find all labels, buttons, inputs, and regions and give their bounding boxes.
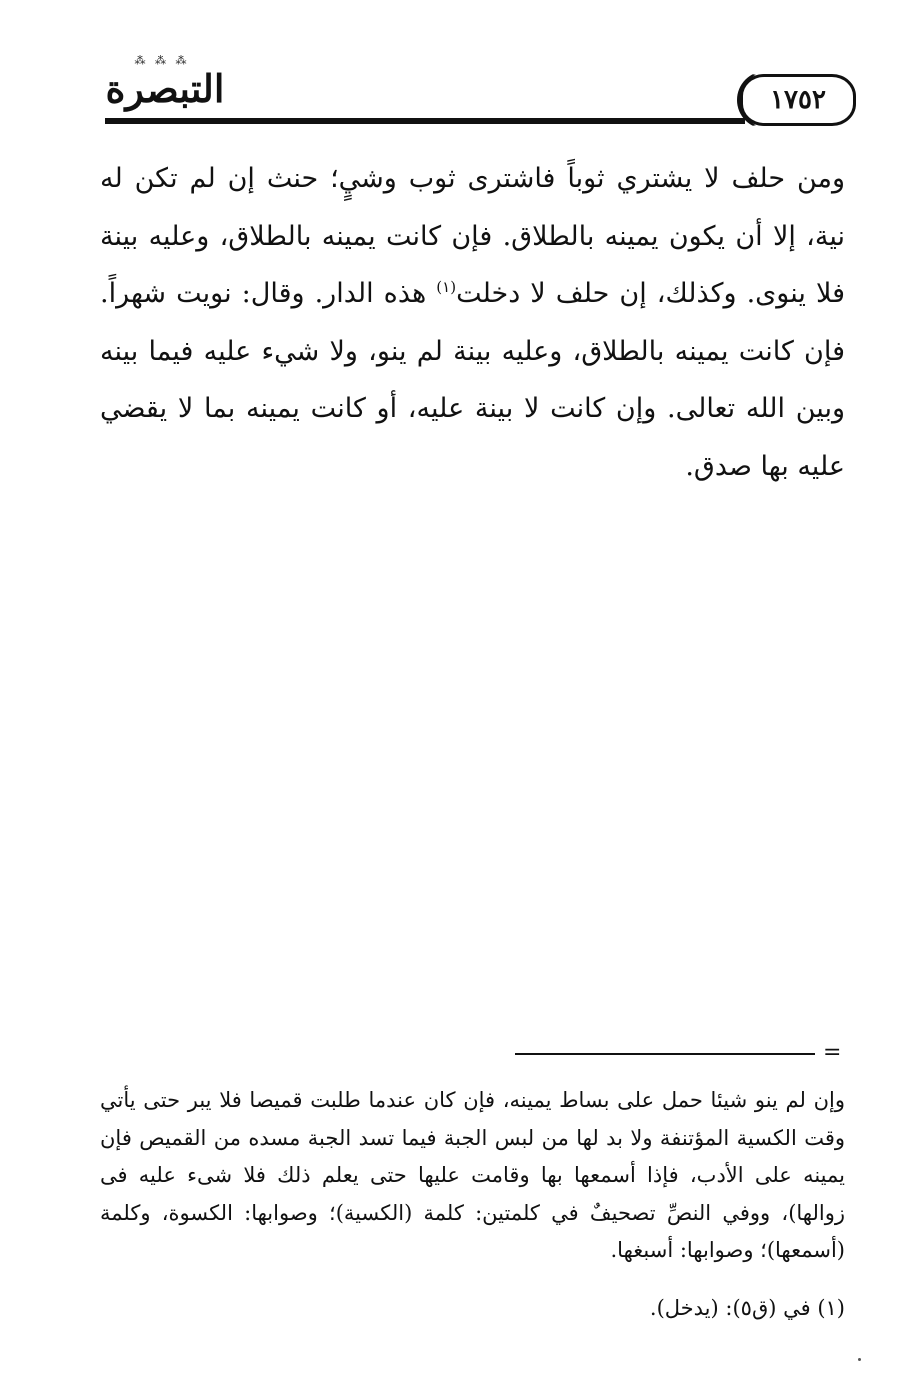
footnote-1: (١) في (ق٥): (يدخل). [649,1296,845,1320]
footnote-continuation: وإن لم ينو شيئا حمل على بساط يمينه، فإن كان عندما طلبت قميصا فلا يبر حتى يأتي وقت الكسية المؤتنفة ولا بد لها من لبس الجبة فيما تسد الجبة مسده من القميص فإن يمينه على الأدب، فإذا أسمعها بها وقامت عليها حتى يعلم ذلك فلا شىء عليه فى زوالها)، ووفي النصِّ تصحيفٌ في كلمتين: كلمة (الكسية)؛ وصوابها: الكسوة، وكلمة (أسمعها)؛ وصوابها: أسبغها. [100,1088,845,1263]
page-header [0,0,914,140]
footnote-separator-mark: = [823,1040,842,1065]
page-number: ١٧٥٢ [770,85,826,115]
header-rule [105,118,745,124]
footnote-separator [515,1053,815,1055]
main-text [100,150,845,495]
scan-speck [858,1358,861,1361]
title-ornament: ⁂ ⁂ ⁂ [134,54,190,67]
book-title: التبصرة [105,66,225,111]
footnote-reference: (١) [436,278,457,296]
page-number-badge [740,74,856,126]
main-text-part-2: هذه الدار. وقال: نويت شهراً. فإن كانت يمينه بالطلاق، وعليه بينة لم ينو، ولا شيء عليه فيما بينه وبين الله تعالى. وإن كانت لا بينة عليه، أو كانت يمينه بما لا يقضي عليه بها صدق. [100,278,845,482]
main-text-part-1: ومن حلف لا يشتري ثوباً فاشترى ثوب وشيٍ؛ حنث إن لم تكن له نية، إلا أن يكون يمينه بالطلاق. فإن كانت يمينه بالطلاق، وعليه بينة فلا ينوى. وكذلك، إن حلف لا دخلت [100,163,845,309]
